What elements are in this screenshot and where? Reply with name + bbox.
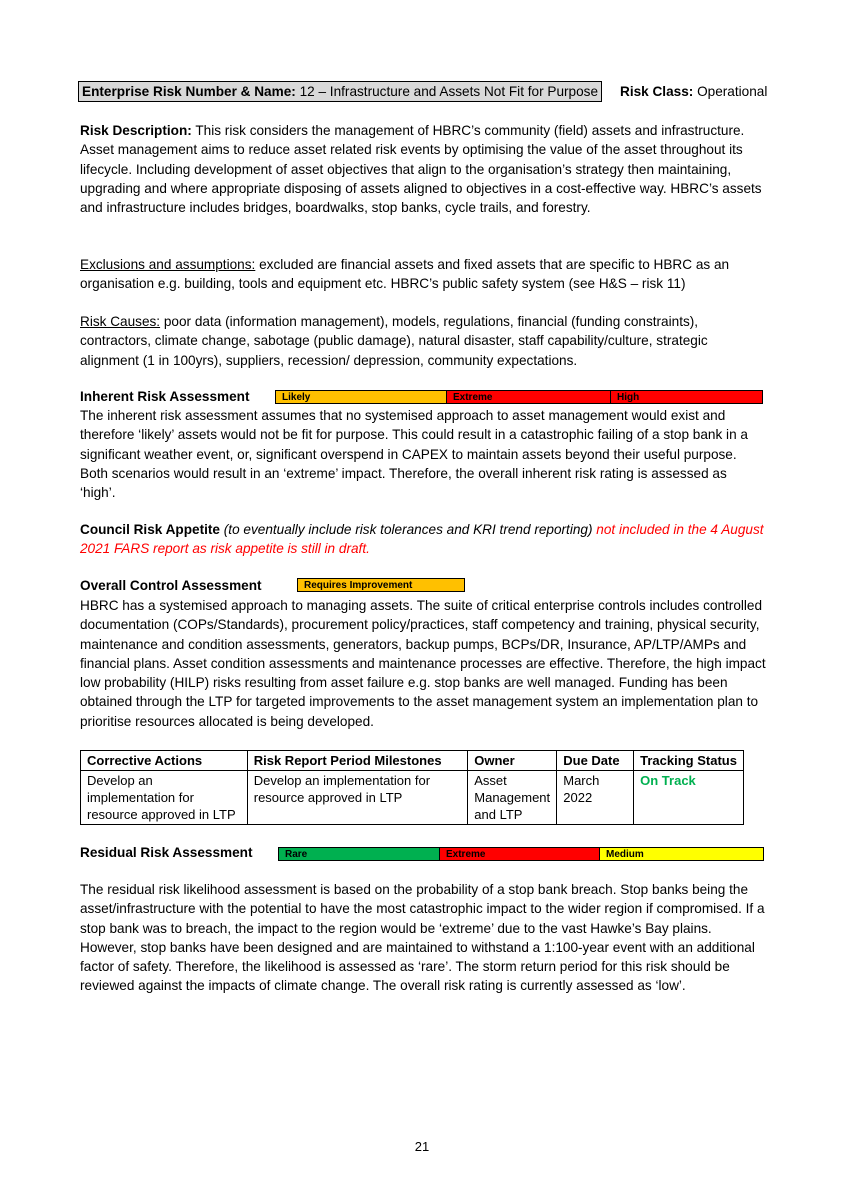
exclusions-text: excluded are financial assets and fixed assets that are specific to HBRC as an organisation e.g. building, tools and equipment etc. HBRC’s public safety system (see H&S – risk 11) — [80, 257, 730, 292]
residual-text: The residual risk likelihood assessment is based on the probability of a stop bank breach. Stop banks being the asset/infrastructure with the potential to have the most catastrophic impact to the wider region if compromised. If a stop bank was to breach, the impact to the region would be ‘extreme’ due to the vast Hawke’s Bay plains. However, stop banks have been designed and are maintained to withstand a 1:100-year event with an additional factor of safety. Therefore, the likelihood is assessed as ‘rare’. The storm return period for this risk should be reviewed against the impacts of climate change. The overall risk rating is currently assessed as ‘low’. — [80, 882, 765, 994]
cell-tracking-status: On Track — [634, 771, 744, 825]
col-header-owner: Owner — [468, 751, 557, 771]
risk-causes — [80, 312, 766, 370]
inherent-text: The inherent risk assessment assumes that no systemised approach to asset management would exist and therefore ‘likely’ assets would not be fit for purpose. This could result in a catastrophic failing of a stop bank in a significant weather event, or, significant overspend in CAPEX to maintain assets beyond their useful purpose. Both scenarios would result in an ‘extreme’ impact. Therefore, the overall inherent risk rating is assessed as ‘high’. — [80, 408, 748, 501]
risk-description-label: Risk Description: — [80, 123, 192, 138]
exclusions-label: Exclusions and assumptions: — [80, 257, 256, 272]
control-rating-bar — [297, 578, 465, 592]
table-header-row — [81, 751, 744, 771]
residual-likelihood: Rare — [278, 847, 440, 861]
risk-causes-label: Risk Causes: — [80, 314, 161, 329]
col-header-due-date: Due Date — [557, 751, 634, 771]
inherent-impact: Extreme — [447, 390, 611, 404]
cell-due-date: March 2022 — [557, 771, 634, 825]
risk-appetite — [80, 520, 766, 559]
risk-class-label: Risk Class: — [620, 84, 694, 99]
control-text: HBRC has a systemised approach to managing assets. The suite of critical enterprise controls includes controlled documentation (COPs/Standards), procurement policy/practices, staff competency and training, physical security, maintenance and condition assessments, generators, backup pumps, BCPs/DR, Insurance, AP/LTP/AMPs and financial plans. Asset condition assessments and maintenance processes are effective. Therefore, the high impact low probability (HILP) risks resulting from asset failure e.g. stop banks are well managed. Funding has been obtained through the LTP for targeted improvements to the asset management system an implementation plan to prioritise resources allocated is being developed. — [80, 598, 766, 729]
control-heading: Overall Control Assessment — [80, 578, 262, 593]
appetite-italic-note: (to eventually include risk tolerances and KRI trend reporting) — [223, 522, 593, 537]
risk-causes-text: poor data (information management), models, regulations, financial (funding constraints), contractors, climate change, sabotage (public damage), natural disaster, staff capability/culture, strategic alignment (1 in 100yrs), suppliers, recession/ depression, community expectations. — [80, 314, 708, 368]
inherent-likelihood: Likely — [275, 390, 447, 404]
exclusions — [80, 255, 766, 294]
residual-heading: Residual Risk Assessment — [80, 845, 253, 860]
col-header-corrective-actions: Corrective Actions — [81, 751, 248, 771]
appetite-heading: Council Risk Appetite — [80, 522, 220, 537]
cell-owner: Asset Management and LTP — [468, 771, 557, 825]
cell-corrective-action: Develop an implementation for resource approved in LTP — [81, 771, 248, 825]
risk-class-value: Operational — [697, 84, 768, 99]
control-rating: Requires Improvement — [297, 578, 465, 592]
residual-impact: Extreme — [440, 847, 600, 861]
page-number: 21 — [414, 1139, 430, 1154]
risk-description — [80, 121, 766, 217]
table-row — [81, 771, 744, 825]
col-header-milestones: Risk Report Period Milestones — [247, 751, 468, 771]
cell-milestone: Develop an implementation for resource approved in LTP — [247, 771, 468, 825]
col-header-tracking-status: Tracking Status — [634, 751, 744, 771]
risk-description-text: This risk considers the management of HBRC’s community (field) assets and infrastructure. Asset management aims to reduce asset related risk events by optimising the value of the asset throughout its lifecycle. Including development of asset objectives that align to the organisation’s strategy then maintaining, upgrading and where appropriate disposing of assets aligned to objectives in a cost-effective way. HBRC’s assets and infrastructure includes bridges, boardwalks, stop banks, cycle trails, and forestry. — [80, 123, 762, 216]
inherent-rating-bar — [275, 390, 763, 404]
risk-name-box — [78, 81, 602, 102]
residual-rating-bar — [278, 847, 764, 861]
risk-number-value: 12 – Infrastructure and Assets Not Fit for Purpose — [299, 84, 599, 99]
inherent-heading: Inherent Risk Assessment — [80, 389, 250, 404]
risk-number-label: Enterprise Risk Number & Name: — [82, 84, 296, 99]
inherent-overall: High — [611, 390, 763, 404]
risk-class — [620, 82, 767, 101]
appetite-red-note: not included in the 4 August 2021 FARS report as risk appetite is still in draft. — [80, 522, 764, 557]
corrective-actions-table — [80, 750, 744, 825]
residual-overall: Medium — [600, 847, 764, 861]
